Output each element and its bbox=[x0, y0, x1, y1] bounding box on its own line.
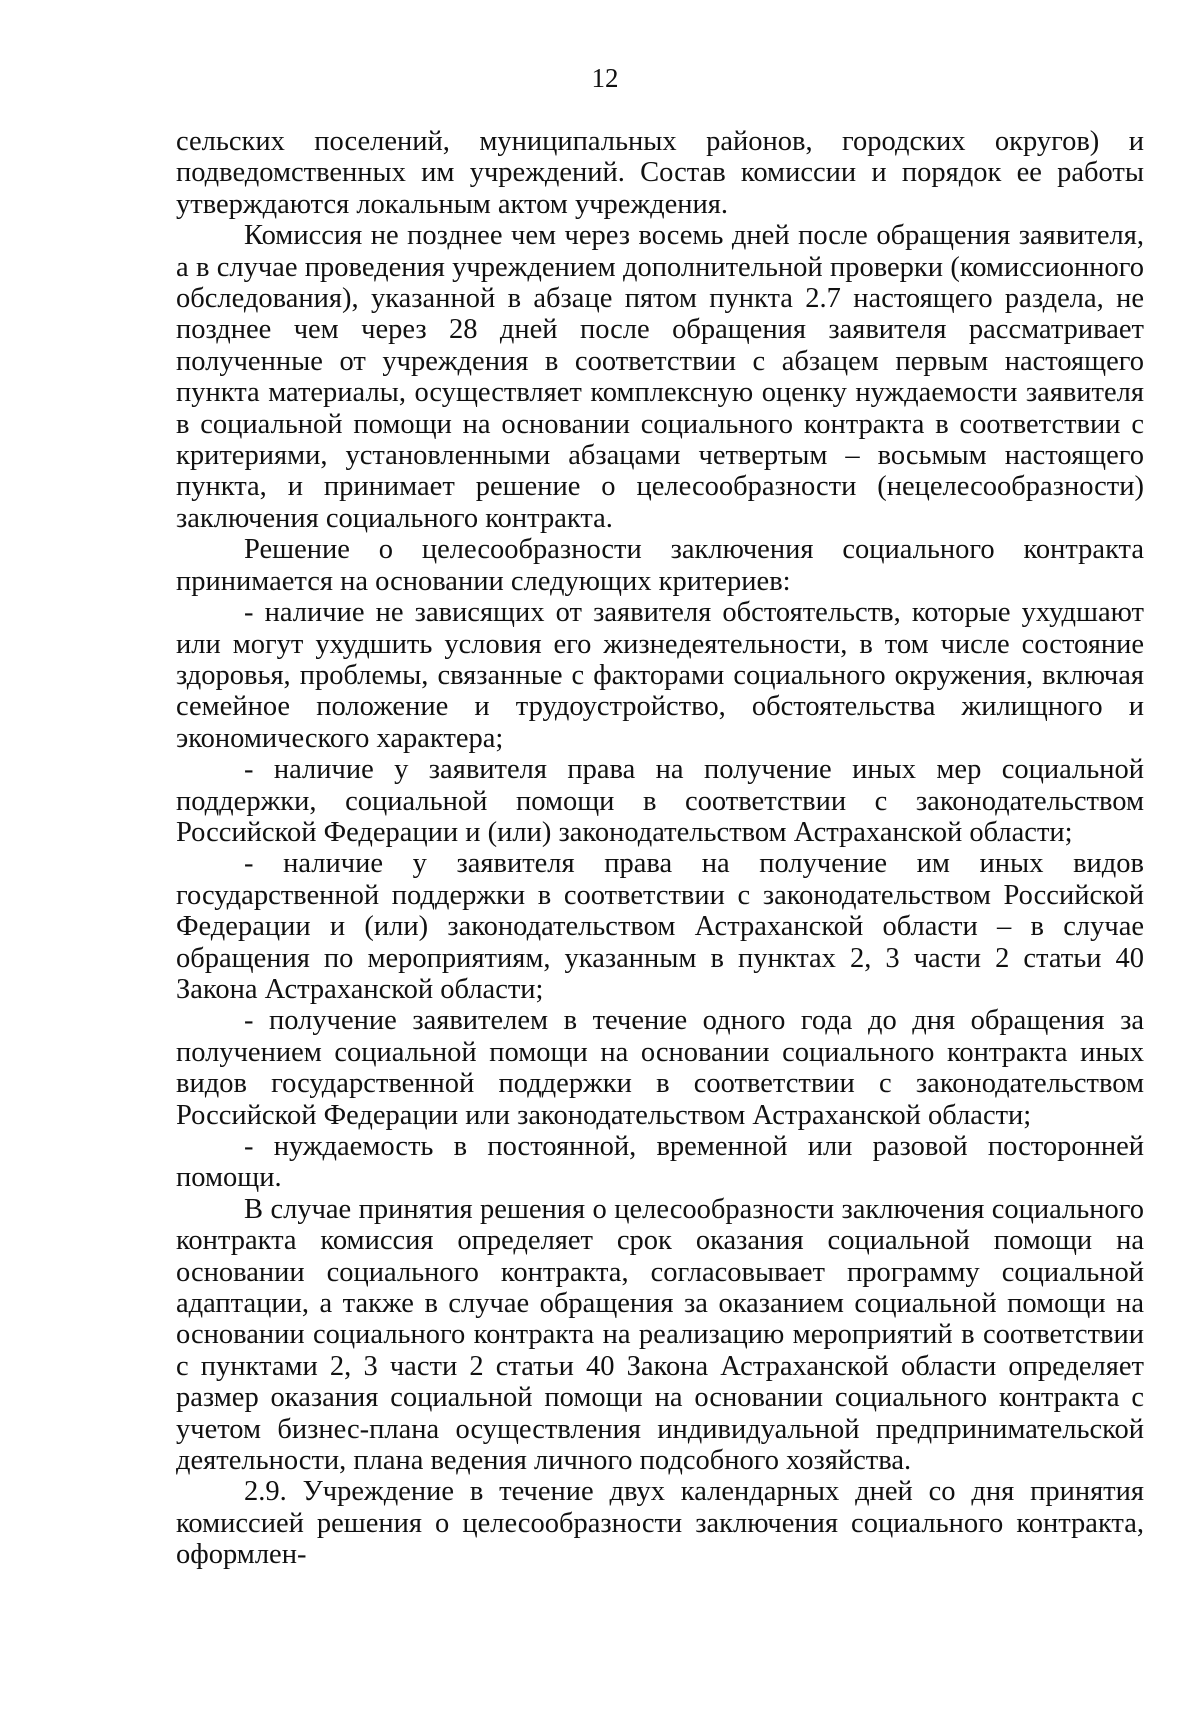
list-item-criterion-1: - наличие не зависящих от заявителя обстоятельств, которые ухудшают или могут ухудшить условия его жизнедеятельности, в том числе состояние здоровья, проблемы, связанные с факторами социального окружения, включая семейное положение и трудоустройство, обстоятельства жилищного и экономического характера; bbox=[176, 597, 1144, 754]
paragraph-decision-consequences: В случае принятия решения о целесообразности заключения социального контракта комиссия определяет срок оказания социальной помощи на основании социального контракта, согласовывает программу социальной адаптации, а также в случае обращения за оказанием социальной помощи на основании социального контракта на реализацию мероприятий в соответствии с пунктами 2, 3 части 2 статьи 40 Закона Астраханской области определяет размер оказания социальной помощи на основании социального контракта с учетом бизнес-плана осуществления индивидуальной предпринимательской деятельности, плана ведения личного подсобного хозяйства. bbox=[176, 1193, 1144, 1477]
paragraph-section-2-9: 2.9. Учреждение в течение двух календарных дней со дня принятия комиссией решения о целесообразности заключения социального контракта, оформлен- bbox=[176, 1476, 1144, 1571]
paragraph-decision-criteria-intro: Решение о целесообразности заключения социального контракта принимается на основании следующих критериев: bbox=[176, 534, 1144, 597]
paragraph-continuation: сельских поселений, муниципальных районов, городских округов) и подведомственных им учреждений. Состав комиссии и порядок ее работы утверждаются локальным актом учреждения. bbox=[176, 126, 1144, 220]
list-item-criterion-4: - получение заявителем в течение одного года до дня обращения за получением социальной помощи на основании социального контракта иных видов государственной поддержки в соответствии с законодательством Российской Федерации или законодательством Астраханской области; bbox=[176, 1005, 1144, 1131]
paragraph-commission-review: Комиссия не позднее чем через восемь дней после обращения заявителя, а в случае проведения учреждением дополнительной проверки (комиссионного обследования), указанной в абзаце пятом пункта 2.7 настоящего раздела, не позднее чем через 28 дней после обращения заявителя рассматривает полученные от учреждения в соответствии с абзацем первым настоящего пункта материалы, осуществляет комплексную оценку нуждаемости заявителя в социальной помощи на основании социального контракта в соответствии с критериями, установленными абзацами четвертым – восьмым настоящего пункта, и принимает решение о целесообразности (нецелесообразности) заключения социального контракта. bbox=[176, 220, 1144, 534]
list-item-criterion-2: - наличие у заявителя права на получение иных мер социальной поддержки, социальной помощи в соответствии с законодательством Российской Федерации и (или) законодательством Астраханской области; bbox=[176, 754, 1144, 848]
list-item-criterion-3: - наличие у заявителя права на получение им иных видов государственной поддержки в соответствии с законодательством Российской Федерации и (или) законодательством Астраханской области – в случае обращения по мероприятиям, указанным в пунктах 2, 3 части 2 статьи 40 Закона Астраханской области; bbox=[176, 848, 1144, 1005]
document-body bbox=[176, 126, 1144, 1571]
list-item-criterion-5: - нуждаемость в постоянной, временной или разовой посторонней помощи. bbox=[176, 1131, 1144, 1194]
page-number: 12 bbox=[591, 63, 619, 93]
